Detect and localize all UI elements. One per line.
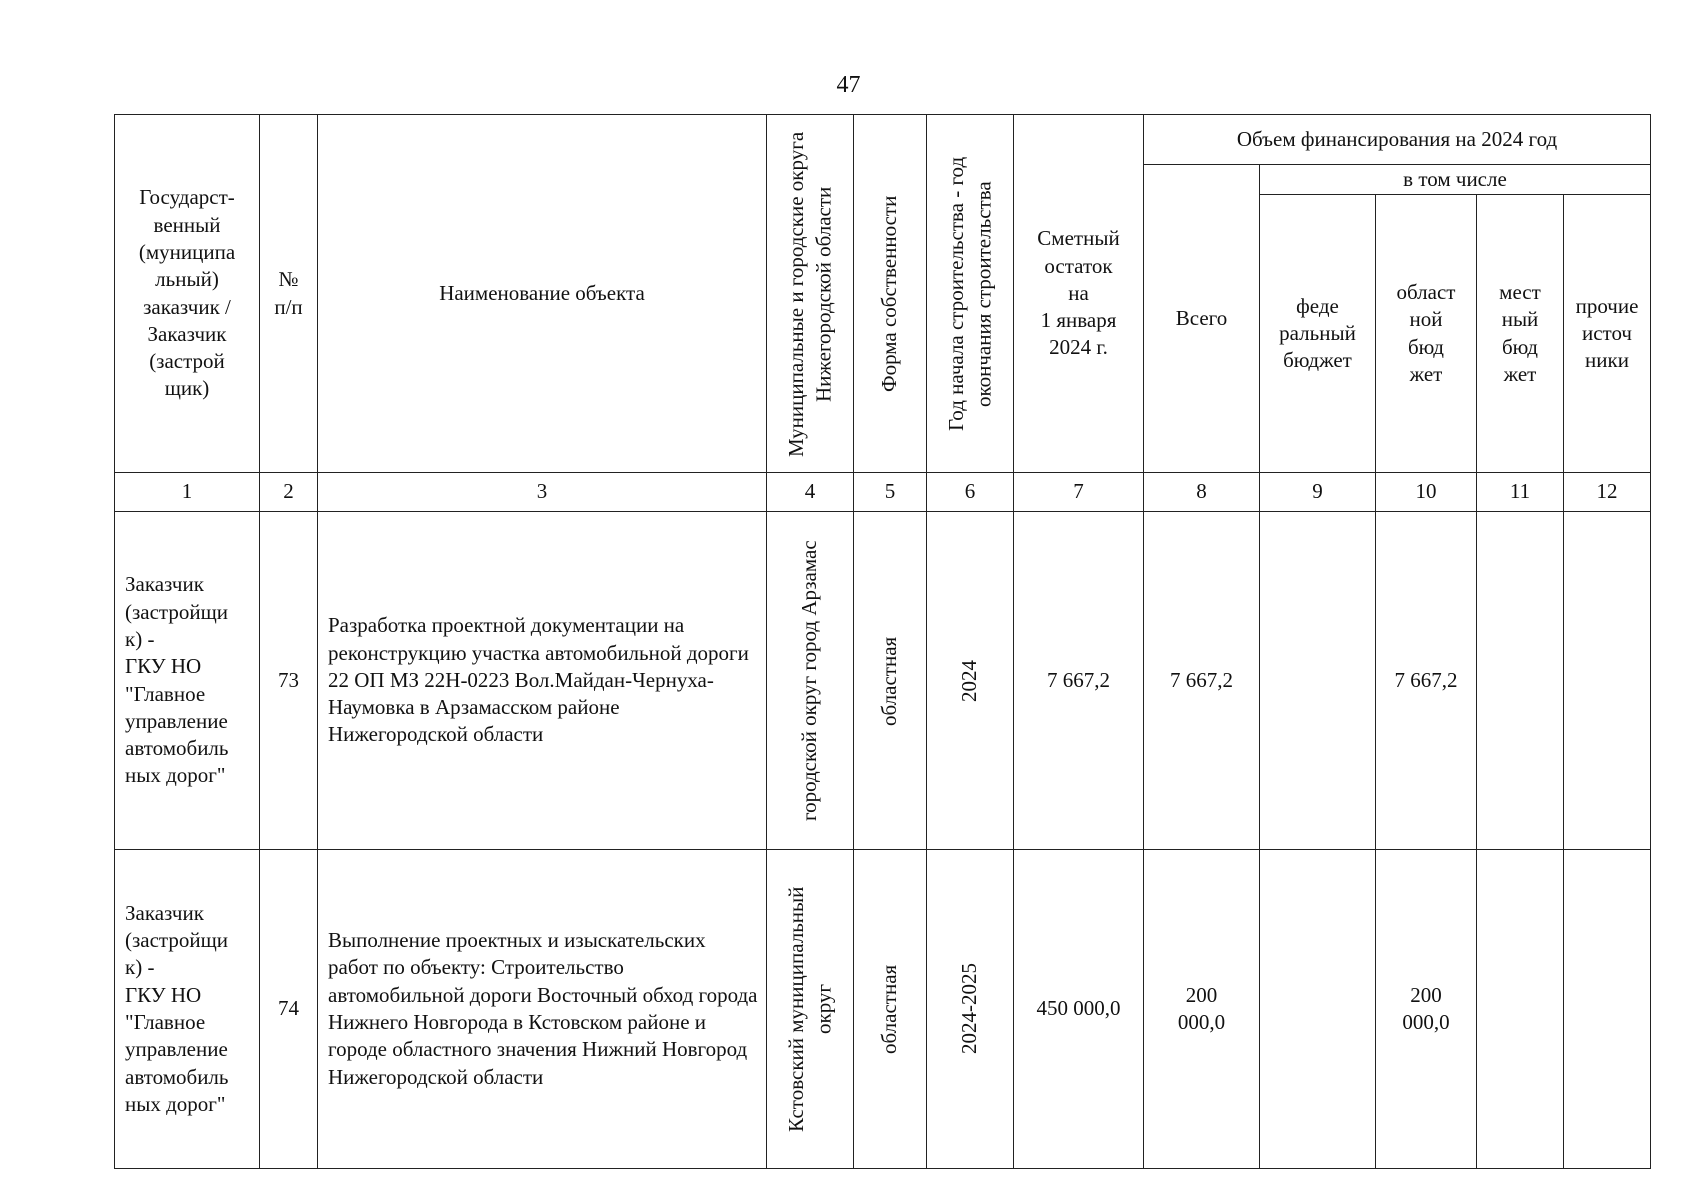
row-ownership-cell (854, 512, 927, 850)
row-ownership: областная (877, 964, 902, 1054)
page-number: 47 (836, 72, 861, 98)
row-total: 200 000,0 (1144, 850, 1260, 1169)
column-number: 10 (1376, 473, 1477, 512)
header-object-name: Наименование объекта (318, 115, 767, 473)
row-number: 73 (260, 512, 318, 850)
row-federal (1260, 512, 1376, 850)
table-row (115, 850, 1651, 1169)
row-balance: 7 667,2 (1014, 512, 1144, 850)
row-years: 2024 (957, 659, 982, 702)
header-ownership-cell (854, 115, 927, 473)
header-district-cell (767, 115, 854, 473)
row-local (1477, 850, 1564, 1169)
column-number: 3 (318, 473, 767, 512)
row-district: городской округ город Арзамас (797, 540, 822, 821)
column-number: 8 (1144, 473, 1260, 512)
row-years-cell (927, 512, 1014, 850)
table-row (115, 512, 1651, 850)
column-number: 12 (1564, 473, 1651, 512)
column-number: 6 (927, 473, 1014, 512)
row-customer: Заказчик (застройщи к) - ГКУ НО "Главное управление автомобиль ных дорог" (115, 512, 260, 850)
header-ownership: Форма собственности (877, 195, 902, 392)
column-number: 4 (767, 473, 854, 512)
column-number: 1 (115, 473, 260, 512)
row-district: Кстовский муниципальный округ (783, 886, 835, 1132)
row-object-name: Разработка проектной документации на реконструкцию участка автомобильной дороги 22 ОП МЗ 22Н-0223 Вол.Майдан-Чернуха-Наумовка в Арзамасском районе Нижегородской области (318, 512, 767, 850)
row-federal (1260, 850, 1376, 1169)
row-number: 74 (260, 850, 318, 1169)
row-regional: 7 667,2 (1376, 512, 1477, 850)
row-other (1564, 512, 1651, 850)
header-customer: Государст- венный (муниципа льный) заказчик / Заказчик (застрой щик) (115, 115, 260, 473)
column-number: 5 (854, 473, 927, 512)
row-customer: Заказчик (застройщи к) - ГКУ НО "Главное управление автомобиль ных дорог" (115, 850, 260, 1169)
row-ownership: областная (877, 635, 902, 726)
column-number: 9 (1260, 473, 1376, 512)
column-number: 2 (260, 473, 318, 512)
row-local (1477, 512, 1564, 850)
column-number: 7 (1014, 473, 1144, 512)
header-financing: Объем финансирования на 2024 год (1144, 115, 1651, 165)
header-regional: област ной бюд жет (1376, 195, 1477, 473)
row-other (1564, 850, 1651, 1169)
row-years-cell (927, 850, 1014, 1169)
header-including: в том числе (1260, 165, 1651, 195)
column-number: 11 (1477, 473, 1564, 512)
header-total: Всего (1144, 165, 1260, 473)
financing-table (114, 114, 1651, 1169)
header-years-cell (927, 115, 1014, 473)
header-balance: Сметный остаток на 1 января 2024 г. (1014, 115, 1144, 473)
row-regional: 200 000,0 (1376, 850, 1477, 1169)
row-object-name: Выполнение проектных и изыскательских работ по объекту: Строительство автомобильной дороги Восточный обход города Нижнего Новгорода в Кстовском районе и городе областного значения Нижний Новгород Нижегородской области (318, 850, 767, 1169)
row-total: 7 667,2 (1144, 512, 1260, 850)
header-district: Муниципальные и городские округа Нижегородской области (783, 130, 835, 457)
header-local: мест ный бюд жет (1477, 195, 1564, 473)
header-number: № п/п (260, 115, 318, 473)
header-other: прочие источ ники (1564, 195, 1651, 473)
row-ownership-cell (854, 850, 927, 1169)
header-federal: феде ральный бюджет (1260, 195, 1376, 473)
header-years: Год начала строительства - год окончания строительства (943, 156, 995, 431)
row-district-cell (767, 512, 854, 850)
row-years: 2024-2025 (957, 963, 982, 1055)
row-district-cell (767, 850, 854, 1169)
row-balance: 450 000,0 (1014, 850, 1144, 1169)
